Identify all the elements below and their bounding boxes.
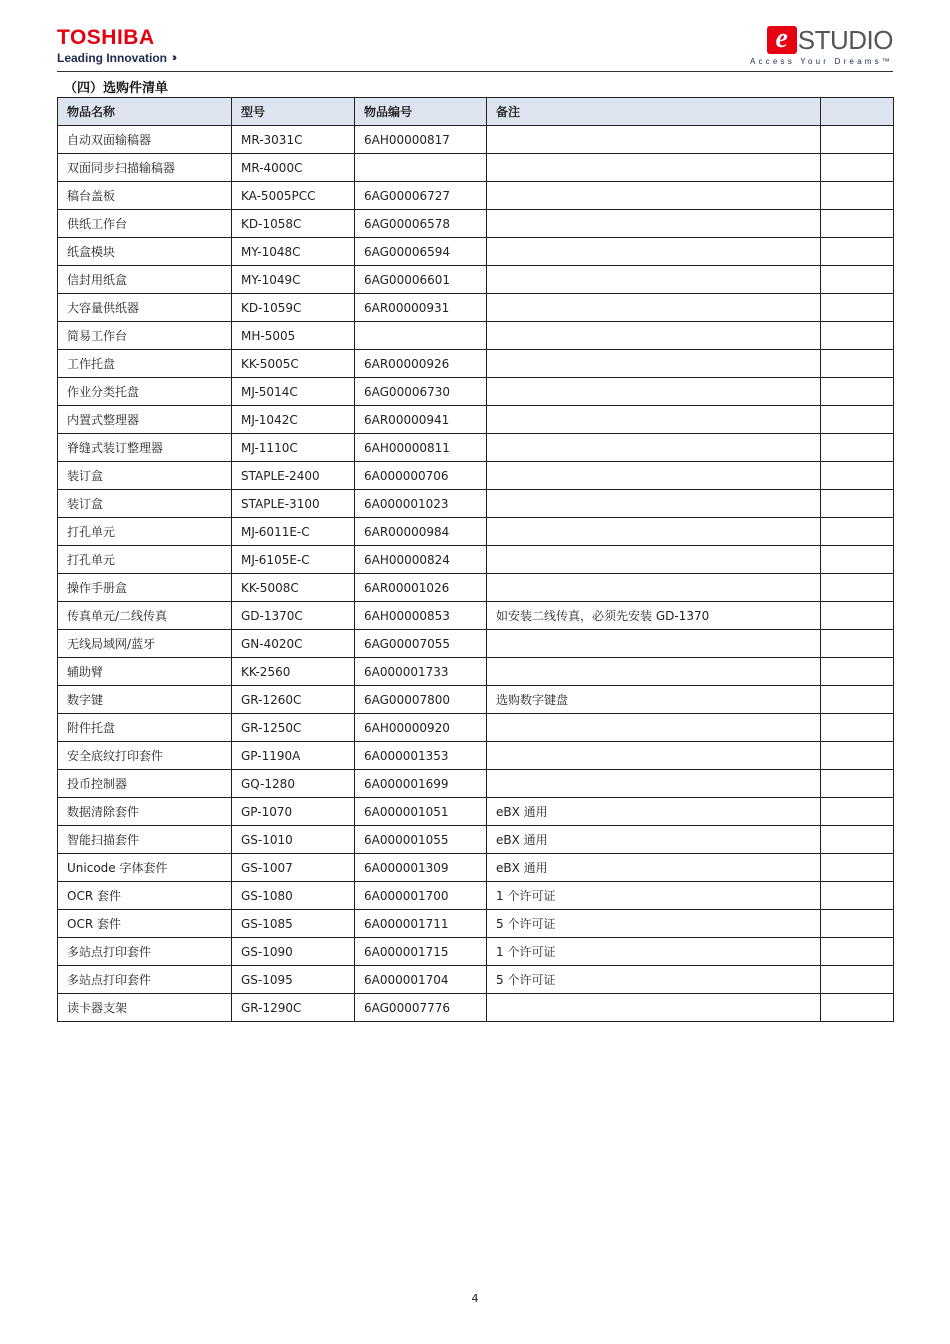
cell-blank [821, 378, 894, 406]
table-row [58, 742, 894, 770]
cell-remarks [487, 630, 821, 658]
options-table [57, 97, 894, 1022]
cell-model: MJ-5014C [232, 378, 355, 406]
cell-item-name: 数字键 [58, 686, 232, 714]
table-row [58, 966, 894, 994]
cell-part-number: 6A000000706 [355, 462, 487, 490]
estudio-wordmark [750, 24, 893, 56]
cell-part-number: 6AR00001026 [355, 574, 487, 602]
table-row [58, 798, 894, 826]
cell-part-number: 6A000001353 [355, 742, 487, 770]
cell-part-number: 6AG00007776 [355, 994, 487, 1022]
table-row [58, 434, 894, 462]
cell-remarks [487, 238, 821, 266]
cell-part-number: 6A000001700 [355, 882, 487, 910]
cell-model: MJ-1110C [232, 434, 355, 462]
cell-remarks [487, 714, 821, 742]
cell-blank [821, 938, 894, 966]
cell-part-number: 6AG00006578 [355, 210, 487, 238]
table-body [58, 126, 894, 1022]
cell-model: GQ-1280 [232, 770, 355, 798]
table-row [58, 322, 894, 350]
table-row [58, 126, 894, 154]
page-number: 4 [471, 1292, 479, 1305]
cell-item-name: 操作手册盒 [58, 574, 232, 602]
cell-blank [821, 854, 894, 882]
cell-item-name: 辅助臂 [58, 658, 232, 686]
table-row [58, 714, 894, 742]
header-part-number: 物品编号 [355, 98, 487, 126]
cell-model: GS-1090 [232, 938, 355, 966]
cell-part-number: 6A000001051 [355, 798, 487, 826]
cell-model: KD-1058C [232, 210, 355, 238]
cell-model: GS-1010 [232, 826, 355, 854]
cell-part-number: 6A000001711 [355, 910, 487, 938]
brand-tagline [57, 51, 174, 65]
toshiba-logo [57, 27, 174, 65]
cell-remarks [487, 658, 821, 686]
estudio-e-mark: e [767, 26, 797, 54]
cell-item-name: 多站点打印套件 [58, 938, 232, 966]
cell-part-number: 6AH00000920 [355, 714, 487, 742]
cell-part-number: 6AH00000811 [355, 434, 487, 462]
cell-blank [821, 406, 894, 434]
table-row [58, 658, 894, 686]
table-row [58, 574, 894, 602]
cell-remarks [487, 210, 821, 238]
cell-item-name: 自动双面输稿器 [58, 126, 232, 154]
cell-item-name: 多站点打印套件 [58, 966, 232, 994]
cell-item-name: 装订盒 [58, 462, 232, 490]
cell-remarks [487, 182, 821, 210]
cell-blank [821, 294, 894, 322]
cell-model: KK-2560 [232, 658, 355, 686]
cell-item-name: 作业分类托盘 [58, 378, 232, 406]
cell-item-name: 传真单元/二线传真 [58, 602, 232, 630]
cell-remarks: eBX 通用 [487, 854, 821, 882]
estudio-word: STUDIO [797, 24, 893, 55]
cell-part-number: 6A000001309 [355, 854, 487, 882]
cell-item-name: 信封用纸盒 [58, 266, 232, 294]
header-model: 型号 [232, 98, 355, 126]
cell-part-number: 6AH00000824 [355, 546, 487, 574]
cell-blank [821, 126, 894, 154]
cell-blank [821, 686, 894, 714]
cell-model: GR-1290C [232, 994, 355, 1022]
cell-blank [821, 322, 894, 350]
cell-model: GD-1370C [232, 602, 355, 630]
cell-remarks: 1 个许可证 [487, 882, 821, 910]
table-row [58, 994, 894, 1022]
table-row [58, 546, 894, 574]
cell-item-name: 数据清除套件 [58, 798, 232, 826]
cell-model: STAPLE-3100 [232, 490, 355, 518]
cell-item-name: 大容量供纸器 [58, 294, 232, 322]
table-row [58, 938, 894, 966]
cell-blank [821, 630, 894, 658]
cell-blank [821, 434, 894, 462]
table-row [58, 210, 894, 238]
cell-remarks [487, 126, 821, 154]
cell-remarks [487, 574, 821, 602]
header-blank [821, 98, 894, 126]
table-row [58, 490, 894, 518]
cell-part-number: 6A000001699 [355, 770, 487, 798]
cell-model: KD-1059C [232, 294, 355, 322]
cell-part-number: 6AH00000853 [355, 602, 487, 630]
cell-remarks [487, 462, 821, 490]
cell-model: GN-4020C [232, 630, 355, 658]
table-row [58, 350, 894, 378]
cell-blank [821, 490, 894, 518]
cell-item-name: 读卡器支架 [58, 994, 232, 1022]
cell-item-name: OCR 套件 [58, 910, 232, 938]
cell-remarks: 5 个许可证 [487, 966, 821, 994]
cell-remarks [487, 154, 821, 182]
cell-model: GP-1070 [232, 798, 355, 826]
table-row [58, 630, 894, 658]
cell-item-name: 内置式整理器 [58, 406, 232, 434]
cell-model: GS-1095 [232, 966, 355, 994]
cell-model: KK-5008C [232, 574, 355, 602]
cell-remarks [487, 518, 821, 546]
cell-blank [821, 966, 894, 994]
table-row [58, 266, 894, 294]
cell-blank [821, 574, 894, 602]
cell-remarks [487, 546, 821, 574]
cell-blank [821, 462, 894, 490]
table-row [58, 686, 894, 714]
cell-blank [821, 910, 894, 938]
table-row [58, 182, 894, 210]
cell-blank [821, 182, 894, 210]
table-row [58, 882, 894, 910]
cell-part-number [355, 322, 487, 350]
cell-model: GS-1007 [232, 854, 355, 882]
cell-blank [821, 350, 894, 378]
cell-remarks [487, 266, 821, 294]
table-row [58, 294, 894, 322]
cell-model: MY-1048C [232, 238, 355, 266]
table-row [58, 462, 894, 490]
cell-item-name: 打孔单元 [58, 546, 232, 574]
cell-item-name: 稿台盖板 [58, 182, 232, 210]
cell-blank [821, 798, 894, 826]
cell-part-number: 6A000001715 [355, 938, 487, 966]
cell-part-number: 6A000001704 [355, 966, 487, 994]
cell-blank [821, 742, 894, 770]
cell-item-name: Unicode 字体套件 [58, 854, 232, 882]
cell-model: KA-5005PCC [232, 182, 355, 210]
cell-part-number: 6AG00007055 [355, 630, 487, 658]
cell-remarks: 1 个许可证 [487, 938, 821, 966]
cell-part-number: 6AR00000926 [355, 350, 487, 378]
cell-blank [821, 210, 894, 238]
cell-remarks [487, 490, 821, 518]
cell-model: MR-4000C [232, 154, 355, 182]
cell-item-name: 附件托盘 [58, 714, 232, 742]
header-remarks: 备注 [487, 98, 821, 126]
table-row [58, 518, 894, 546]
brand-tagline-text: Leading Innovation [57, 51, 167, 65]
table-row [58, 378, 894, 406]
cell-blank [821, 882, 894, 910]
cell-part-number: 6AR00000941 [355, 406, 487, 434]
cell-model: GR-1260C [232, 686, 355, 714]
cell-blank [821, 994, 894, 1022]
table-row [58, 154, 894, 182]
cell-item-name: 无线局域网/蓝牙 [58, 630, 232, 658]
cell-remarks: 如安装二线传真，必须先安装 GD-1370 [487, 602, 821, 630]
cell-part-number: 6A000001023 [355, 490, 487, 518]
cell-item-name: 打孔单元 [58, 518, 232, 546]
table-row [58, 238, 894, 266]
cell-remarks [487, 434, 821, 462]
table-row [58, 854, 894, 882]
cell-item-name: 装订盒 [58, 490, 232, 518]
chevron-right-icon: ››› [172, 52, 174, 64]
header-item-name: 物品名称 [58, 98, 232, 126]
cell-part-number: 6AR00000931 [355, 294, 487, 322]
cell-part-number: 6AG00006601 [355, 266, 487, 294]
cell-item-name: 简易工作台 [58, 322, 232, 350]
cell-model: MH-5005 [232, 322, 355, 350]
cell-part-number: 6AG00006730 [355, 378, 487, 406]
cell-part-number [355, 154, 487, 182]
section-title: （四）选购件清单 [64, 81, 169, 96]
cell-blank [821, 658, 894, 686]
cell-remarks [487, 742, 821, 770]
cell-part-number: 6AR00000984 [355, 518, 487, 546]
header-divider [57, 71, 893, 72]
cell-part-number: 6A000001733 [355, 658, 487, 686]
table-row [58, 910, 894, 938]
cell-item-name: 安全底纹打印套件 [58, 742, 232, 770]
table-row [58, 826, 894, 854]
cell-part-number: 6AG00007800 [355, 686, 487, 714]
cell-blank [821, 714, 894, 742]
cell-remarks: 5 个许可证 [487, 910, 821, 938]
cell-model: GS-1080 [232, 882, 355, 910]
cell-model: GS-1085 [232, 910, 355, 938]
table-row [58, 602, 894, 630]
cell-blank [821, 154, 894, 182]
cell-model: MY-1049C [232, 266, 355, 294]
cell-model: GP-1190A [232, 742, 355, 770]
cell-remarks: 选购数字键盘 [487, 686, 821, 714]
cell-remarks: eBX 通用 [487, 798, 821, 826]
estudio-logo [750, 24, 893, 66]
cell-item-name: 供纸工作台 [58, 210, 232, 238]
cell-part-number: 6AG00006594 [355, 238, 487, 266]
cell-model: MJ-1042C [232, 406, 355, 434]
cell-remarks [487, 294, 821, 322]
cell-blank [821, 826, 894, 854]
cell-remarks [487, 322, 821, 350]
cell-blank [821, 518, 894, 546]
cell-model: MJ-6011E-C [232, 518, 355, 546]
cell-remarks: eBX 通用 [487, 826, 821, 854]
table-row [58, 406, 894, 434]
cell-blank [821, 770, 894, 798]
cell-model: KK-5005C [232, 350, 355, 378]
table-header-row [58, 98, 894, 126]
cell-model: MJ-6105E-C [232, 546, 355, 574]
cell-blank [821, 238, 894, 266]
table-row [58, 770, 894, 798]
brand-name: TOSHIBA [57, 26, 155, 49]
cell-item-name: 智能扫描套件 [58, 826, 232, 854]
cell-part-number: 6AG00006727 [355, 182, 487, 210]
cell-item-name: 工作托盘 [58, 350, 232, 378]
cell-item-name: 脊缝式装订整理器 [58, 434, 232, 462]
cell-blank [821, 602, 894, 630]
cell-blank [821, 266, 894, 294]
cell-model: MR-3031C [232, 126, 355, 154]
cell-remarks [487, 350, 821, 378]
cell-remarks [487, 994, 821, 1022]
cell-remarks [487, 378, 821, 406]
cell-item-name: 双面同步扫描输稿器 [58, 154, 232, 182]
cell-item-name: 纸盒模块 [58, 238, 232, 266]
cell-model: GR-1250C [232, 714, 355, 742]
cell-part-number: 6AH00000817 [355, 126, 487, 154]
cell-blank [821, 546, 894, 574]
cell-model: STAPLE-2400 [232, 462, 355, 490]
cell-item-name: 投币控制器 [58, 770, 232, 798]
estudio-tagline: Access Your Dreams™ [749, 57, 893, 66]
cell-part-number: 6A000001055 [355, 826, 487, 854]
cell-remarks [487, 770, 821, 798]
cell-item-name: OCR 套件 [58, 882, 232, 910]
cell-remarks [487, 406, 821, 434]
